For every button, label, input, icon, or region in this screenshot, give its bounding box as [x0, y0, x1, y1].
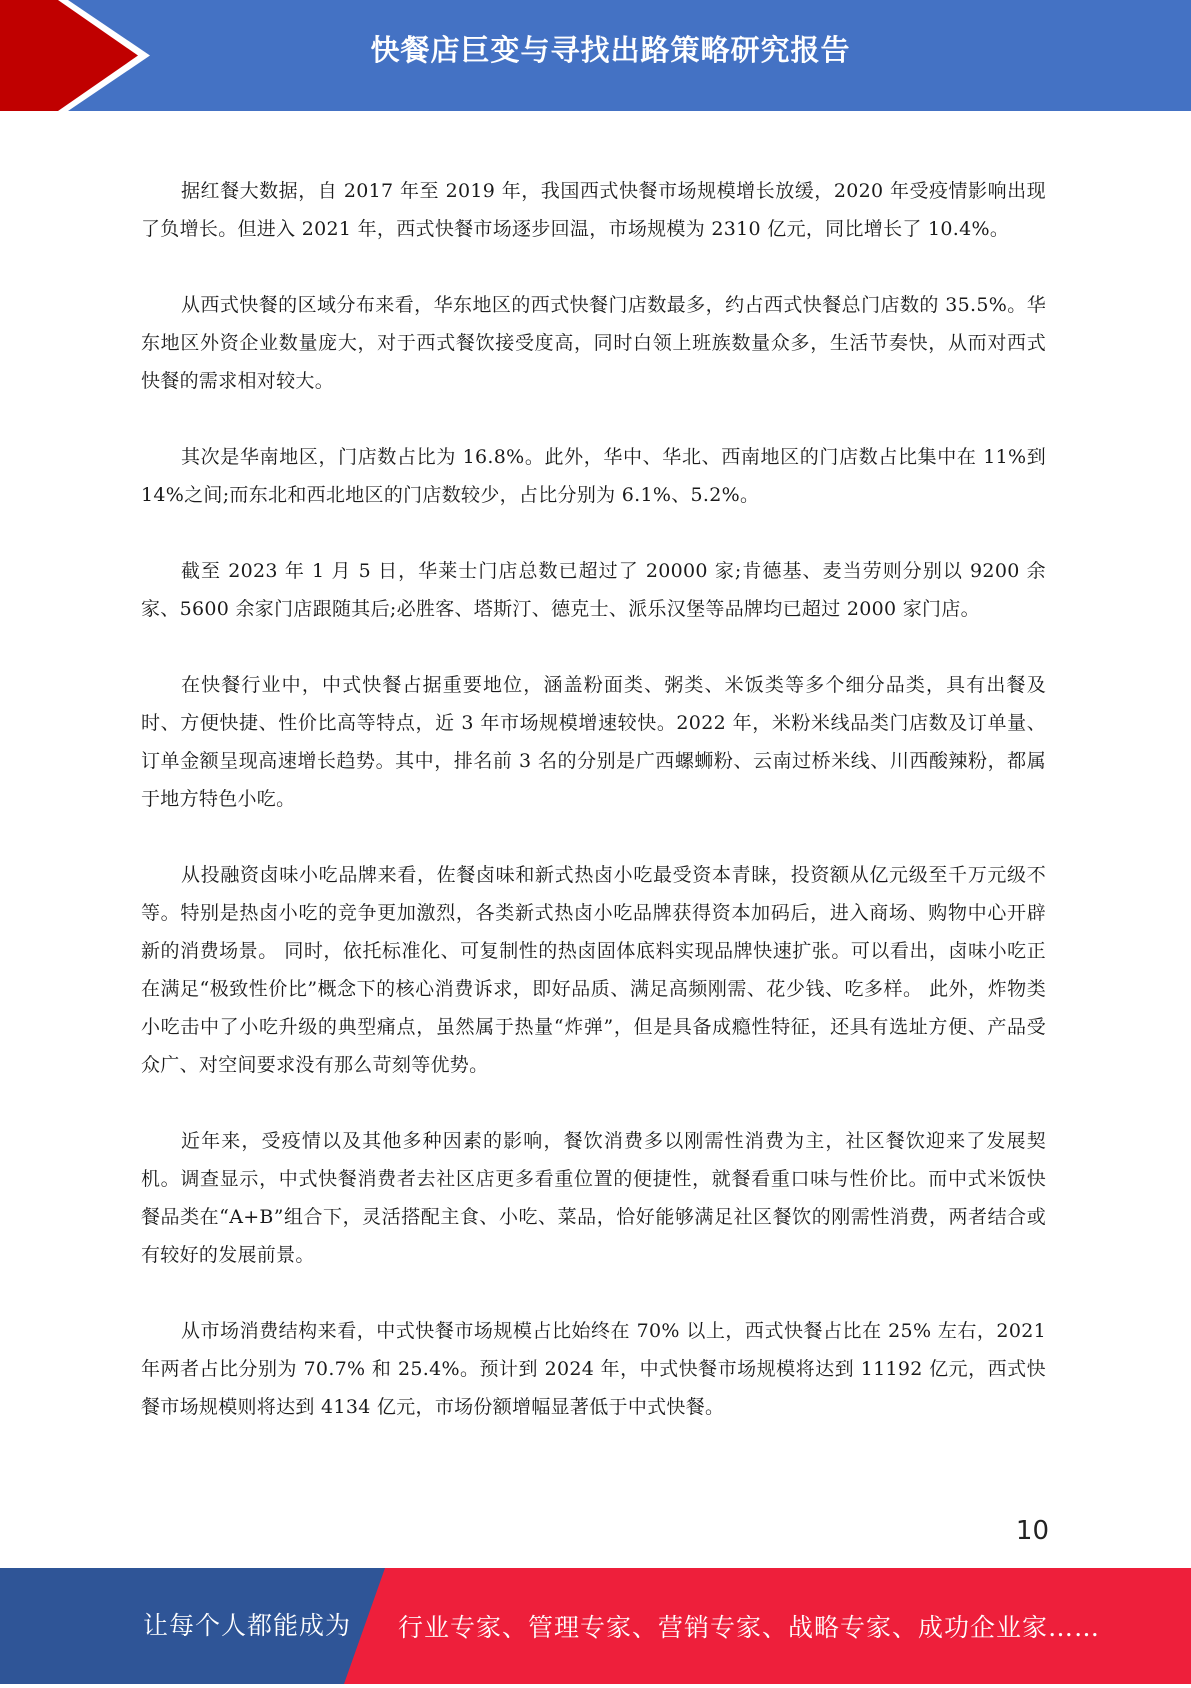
paragraph: 在快餐行业中，中式快餐占据重要地位，涵盖粉面类、粥类、米饭类等多个细分品类，具有出餐及时、方便快捷、性价比高等特点，近 3 年市场规模增速较快。2022 年，米粉米线品类门店数及订单量、订单金额呈现高速增长趋势。其中，排名前 3 名的分别是广西螺蛳粉、云南过桥米线、川西酸辣粉，都属于地方特色小吃。 — [141, 674, 1046, 810]
document-body — [141, 172, 1046, 1464]
page-title: 快餐店巨变与寻找出路策略研究报告 — [370, 33, 851, 67]
paragraph: 从投融资卤味小吃品牌来看，佐餐卤味和新式热卤小吃最受资本青睐，投资额从亿元级至千万元级不等。特别是热卤小吃的竞争更加激烈，各类新式热卤小吃品牌获得资本加码后，进入商场、购物中心开辟新的消费场景。 同时，依托标准化、可复制性的热卤固体底料实现品牌快速扩张。可以看出，卤味小吃正在满足“极致性价比”概念下的核心消费诉求，即好品质、满足高频刚需、花少钱、吃多样。 此外，炸物类小吃击中了小吃升级的典型痛点，虽然属于热量“炸弹”，但是具备成瘾性特征，还具有选址方便、产品受众广、对空间要求没有那么苛刻等优势。 — [141, 864, 1046, 1076]
paragraph: 其次是华南地区，门店数占比为 16.8%。此外，华中、华北、西南地区的门店数占比集中在 11%到 14%之间;而东北和西北地区的门店数较少，占比分别为 6.1%、5.2%。 — [141, 446, 1046, 506]
footer-slogan-left: 让每个人都能成为 — [143, 1611, 352, 1640]
paragraph: 从西式快餐的区域分布来看，华东地区的西式快餐门店数最多，约占西式快餐总门店数的 35.5%。华东地区外资企业数量庞大，对于西式餐饮接受度高，同时白领上班族数量众多，生活节奏快，从而对西式快餐的需求相对较大。 — [141, 294, 1046, 392]
paragraph: 近年来，受疫情以及其他多种因素的影响，餐饮消费多以刚需性消费为主，社区餐饮迎来了发展契机。调查显示，中式快餐消费者去社区店更多看重位置的便捷性，就餐看重口味与性价比。而中式米饭快餐品类在“A+B”组合下，灵活搭配主食、小吃、菜品，恰好能够满足社区餐饮的刚需性消费，两者结合或有较好的发展前景。 — [141, 1130, 1046, 1266]
paragraph: 据红餐大数据，自 2017 年至 2019 年，我国西式快餐市场规模增长放缓，2020 年受疫情影响出现了负增长。但进入 2021 年，西式快餐市场逐步回温，市场规模为 2310 亿元，同比增长了 10.4%。 — [141, 180, 1046, 240]
page-header — [0, 0, 1191, 111]
page-number: 10 — [1015, 1516, 1049, 1546]
paragraph: 截至 2023 年 1 月 5 日，华莱士门店总数已超过了 20000 家;肯德基、麦当劳则分别以 9200 余家、5600 余家门店跟随其后;必胜客、塔斯汀、德克士、派乐汉堡等品牌均已超过 2000 家门店。 — [141, 560, 1046, 620]
paragraph: 从市场消费结构来看，中式快餐市场规模占比始终在 70% 以上，西式快餐占比在 25% 左右，2021 年两者占比分别为 70.7% 和 25.4%。预计到 2024 年，中式快餐市场规模将达到 11192 亿元，西式快餐市场规模则将达到 4134 亿元，市场份额增幅显著低于中式快餐。 — [141, 1320, 1046, 1418]
footer-slogan-right: 行业专家、管理专家、营销专家、战略专家、成功企业家…… — [398, 1613, 1101, 1642]
page-footer — [0, 1568, 1191, 1684]
